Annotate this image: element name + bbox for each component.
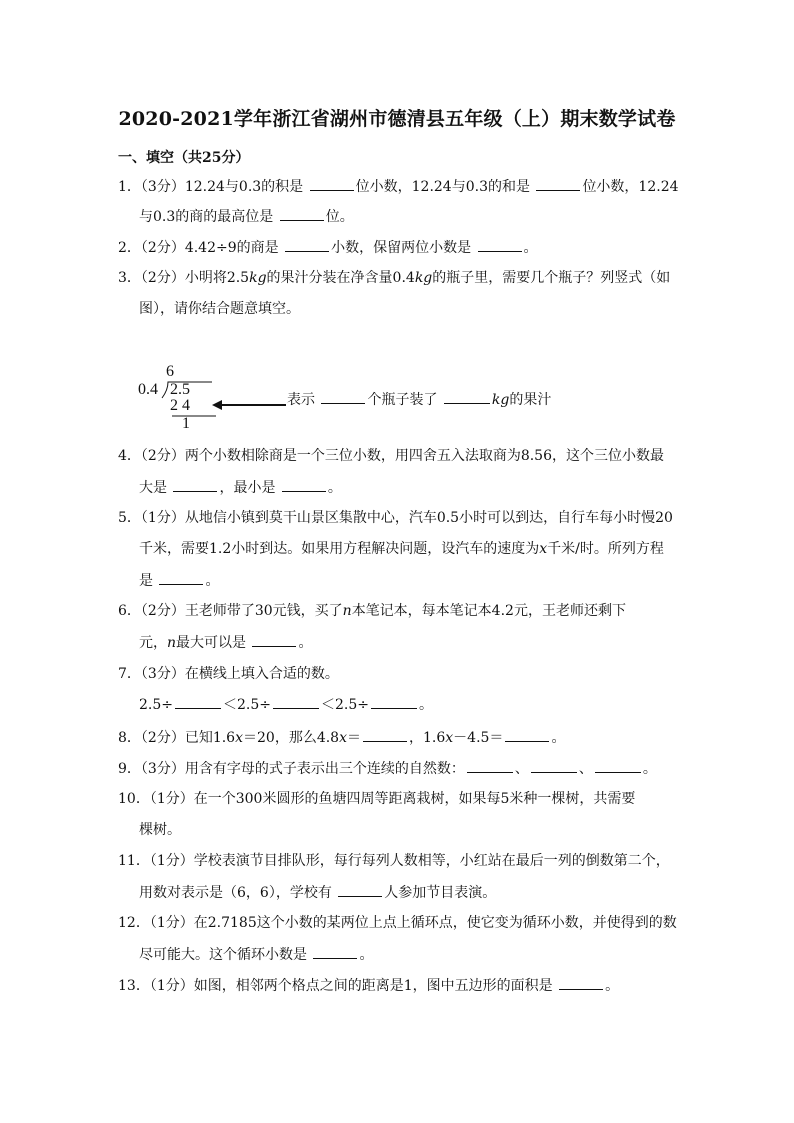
question-text: （1分）从地信小镇到莫干山景区集散中心，汽车0.5小时可以到达，自行车每小时慢20	[140, 510, 673, 526]
question-10-continued: 棵树。	[139, 822, 181, 838]
answer-blank[interactable]	[531, 758, 577, 773]
question-number: 13．	[118, 978, 150, 994]
question-text: （3分）12.24与0.3的积是	[140, 179, 304, 195]
question-text: （3分）用含有字母的式子表示出三个连续的自然数：	[140, 761, 465, 777]
question-text: 。	[205, 573, 220, 589]
question-6-continued	[139, 632, 312, 653]
question-text: 与0.3的商的最高位是	[139, 209, 274, 225]
question-number: 12．	[118, 915, 150, 931]
division-remainder: 1	[182, 415, 190, 432]
answer-blank[interactable]	[280, 206, 324, 221]
caption-text: 个瓶子装了	[367, 392, 438, 408]
answer-blank[interactable]	[173, 477, 217, 492]
question-3-continued: 图），请你结合题意填空。	[139, 301, 300, 317]
answer-blank[interactable]	[595, 758, 641, 773]
question-12	[118, 913, 678, 933]
question-text: 千米/时。所列方程	[547, 541, 664, 557]
arrow-line	[214, 404, 286, 406]
variable-text: x	[339, 730, 347, 746]
question-1	[118, 176, 678, 197]
question-text: ＝20，那么4.8	[243, 730, 340, 746]
answer-blank[interactable]	[478, 237, 522, 252]
variable-text: x	[235, 730, 243, 746]
question-number: 1．	[118, 179, 141, 195]
question-text: 本笔记本，每本笔记本4.2元，王老师还剩下	[351, 603, 626, 619]
question-number: 3．	[118, 270, 141, 286]
division-quotient: 6	[166, 363, 174, 380]
question-text: ，最小是	[219, 480, 276, 496]
variable-text: n	[342, 603, 352, 619]
question-number: 10．	[118, 791, 150, 807]
question-text: 。	[523, 240, 538, 256]
question-number: 2．	[118, 240, 141, 256]
variable-text: x	[445, 730, 454, 746]
section-heading-fill-in: 一、填空（共25分）	[118, 150, 250, 166]
question-6	[118, 601, 678, 621]
question-text: ＝	[347, 730, 361, 746]
question-4	[118, 446, 678, 466]
variable-text: n	[167, 635, 177, 651]
unit-text: kg	[414, 270, 433, 286]
answer-blank[interactable]	[273, 694, 319, 709]
answer-blank[interactable]	[159, 570, 203, 585]
question-text: （1分）如图，相邻两个格点之间的距离是1，图中五边形的面积是	[149, 978, 553, 994]
question-text: （2分）王老师带了30元钱，买了	[140, 603, 343, 619]
question-1-continued	[139, 206, 354, 227]
question-number: 5．	[118, 510, 141, 526]
division-divisor: 0.4	[138, 381, 158, 398]
question-number: 4．	[118, 448, 141, 464]
caption-text: 表示	[287, 392, 315, 408]
question-text: 2.5÷	[139, 697, 173, 713]
question-text: 位。	[325, 209, 354, 225]
question-text: 尽可能大。这个循环小数是	[139, 947, 307, 963]
question-10	[118, 789, 678, 809]
question-text: ，1.6	[409, 730, 446, 746]
question-text: 小数，保留两位小数是	[331, 240, 472, 256]
question-12-continued	[139, 944, 373, 965]
question-2	[118, 237, 678, 258]
question-13	[118, 975, 678, 996]
answer-blank[interactable]	[252, 632, 296, 647]
question-7-inequality	[139, 694, 433, 715]
question-text: 的果汁分装在净含量0.4	[266, 270, 415, 286]
question-text: （1分）在一个300米圆形的鱼塘四周等距离栽树，如果每5米种一棵树，共需要	[149, 791, 636, 807]
answer-blank[interactable]	[536, 176, 580, 191]
exam-title: 2020-2021学年浙江省湖州市德清县五年级（上）期末数学试卷	[118, 108, 676, 130]
question-11-continued	[139, 882, 496, 903]
answer-blank[interactable]	[285, 237, 329, 252]
answer-blank[interactable]	[282, 477, 326, 492]
question-8	[118, 727, 678, 748]
question-number: 9．	[118, 761, 141, 777]
figure-caption	[287, 389, 551, 409]
question-5-continued	[139, 539, 664, 559]
answer-blank[interactable]	[313, 944, 357, 959]
question-text: 的瓶子里，需要几个瓶子？列竖式（如	[432, 270, 671, 286]
answer-blank[interactable]	[310, 176, 354, 191]
question-number: 8．	[118, 730, 141, 746]
question-text: 。	[298, 635, 313, 651]
unit-text: kg	[491, 392, 510, 408]
question-text: （2分）两个小数相除商是一个三位小数，用四舍五入法取商为8.56，这个三位小数最	[140, 448, 664, 464]
question-text: 千米，需要1.2小时到达。如果用方程解决问题，设汽车的速度为	[139, 541, 540, 557]
question-text: 。	[642, 761, 657, 777]
question-text: 位小数，12.24	[582, 179, 679, 195]
answer-blank[interactable]	[467, 758, 513, 773]
question-number: 11．	[118, 853, 150, 869]
answer-blank[interactable]	[505, 727, 549, 742]
answer-blank[interactable]	[338, 882, 382, 897]
unit-text: kg	[249, 270, 267, 286]
question-text: 。	[551, 730, 566, 746]
question-text: －4.5＝	[453, 730, 504, 746]
question-text: （1分）学校表演节目排队形，每行每列人数相等，小红站在最后一列的倒数第二个，	[149, 853, 670, 869]
question-7	[118, 664, 678, 684]
question-text: 。	[327, 480, 342, 496]
question-9	[118, 758, 678, 779]
question-text: 元，	[139, 635, 167, 651]
question-5-answer-line	[139, 570, 219, 591]
question-text: 最大可以是	[176, 635, 247, 651]
question-text: （2分）已知1.6	[140, 730, 236, 746]
question-5	[118, 508, 678, 528]
separator-text: 、	[578, 761, 593, 777]
question-text: （2分）小明将2.5	[140, 270, 250, 286]
question-text: （3分）在横线上填入合适的数。	[140, 666, 339, 682]
question-number: 6．	[118, 603, 141, 619]
separator-text: 、	[514, 761, 529, 777]
long-division-figure	[138, 364, 228, 434]
question-text: 位小数，12.24与0.3的和是	[355, 179, 530, 195]
question-text: 用数对表示是（6，6），学校有	[139, 885, 332, 901]
answer-blank[interactable]	[444, 389, 490, 404]
division-product: 2 4	[170, 397, 190, 414]
answer-blank[interactable]	[363, 727, 407, 742]
caption-text: 的果汁	[509, 392, 552, 408]
question-text: 是	[139, 573, 153, 589]
question-number: 7．	[118, 666, 141, 682]
question-3	[118, 268, 678, 288]
question-text: 。	[605, 978, 620, 994]
question-text: ＜2.5÷	[321, 697, 369, 713]
answer-blank[interactable]	[175, 694, 221, 709]
question-text: 大是	[139, 480, 167, 496]
question-text: ＜2.5÷	[223, 697, 271, 713]
question-text: 人参加节目表演。	[384, 885, 497, 901]
answer-blank[interactable]	[559, 975, 603, 990]
variable-text: x	[539, 541, 548, 557]
division-dividend: 2.5	[170, 381, 190, 398]
question-text: （1分）在2.7185这个小数的某两位上点上循环点，使它变为循环小数，并使得到的数	[149, 915, 677, 931]
question-text: 。	[419, 697, 433, 713]
question-4-continued	[139, 477, 342, 498]
answer-blank[interactable]	[321, 389, 365, 404]
answer-blank[interactable]	[371, 694, 417, 709]
question-text: 。	[359, 947, 374, 963]
question-text: （2分）4.42÷9的商是	[140, 240, 279, 256]
question-11	[118, 851, 678, 871]
